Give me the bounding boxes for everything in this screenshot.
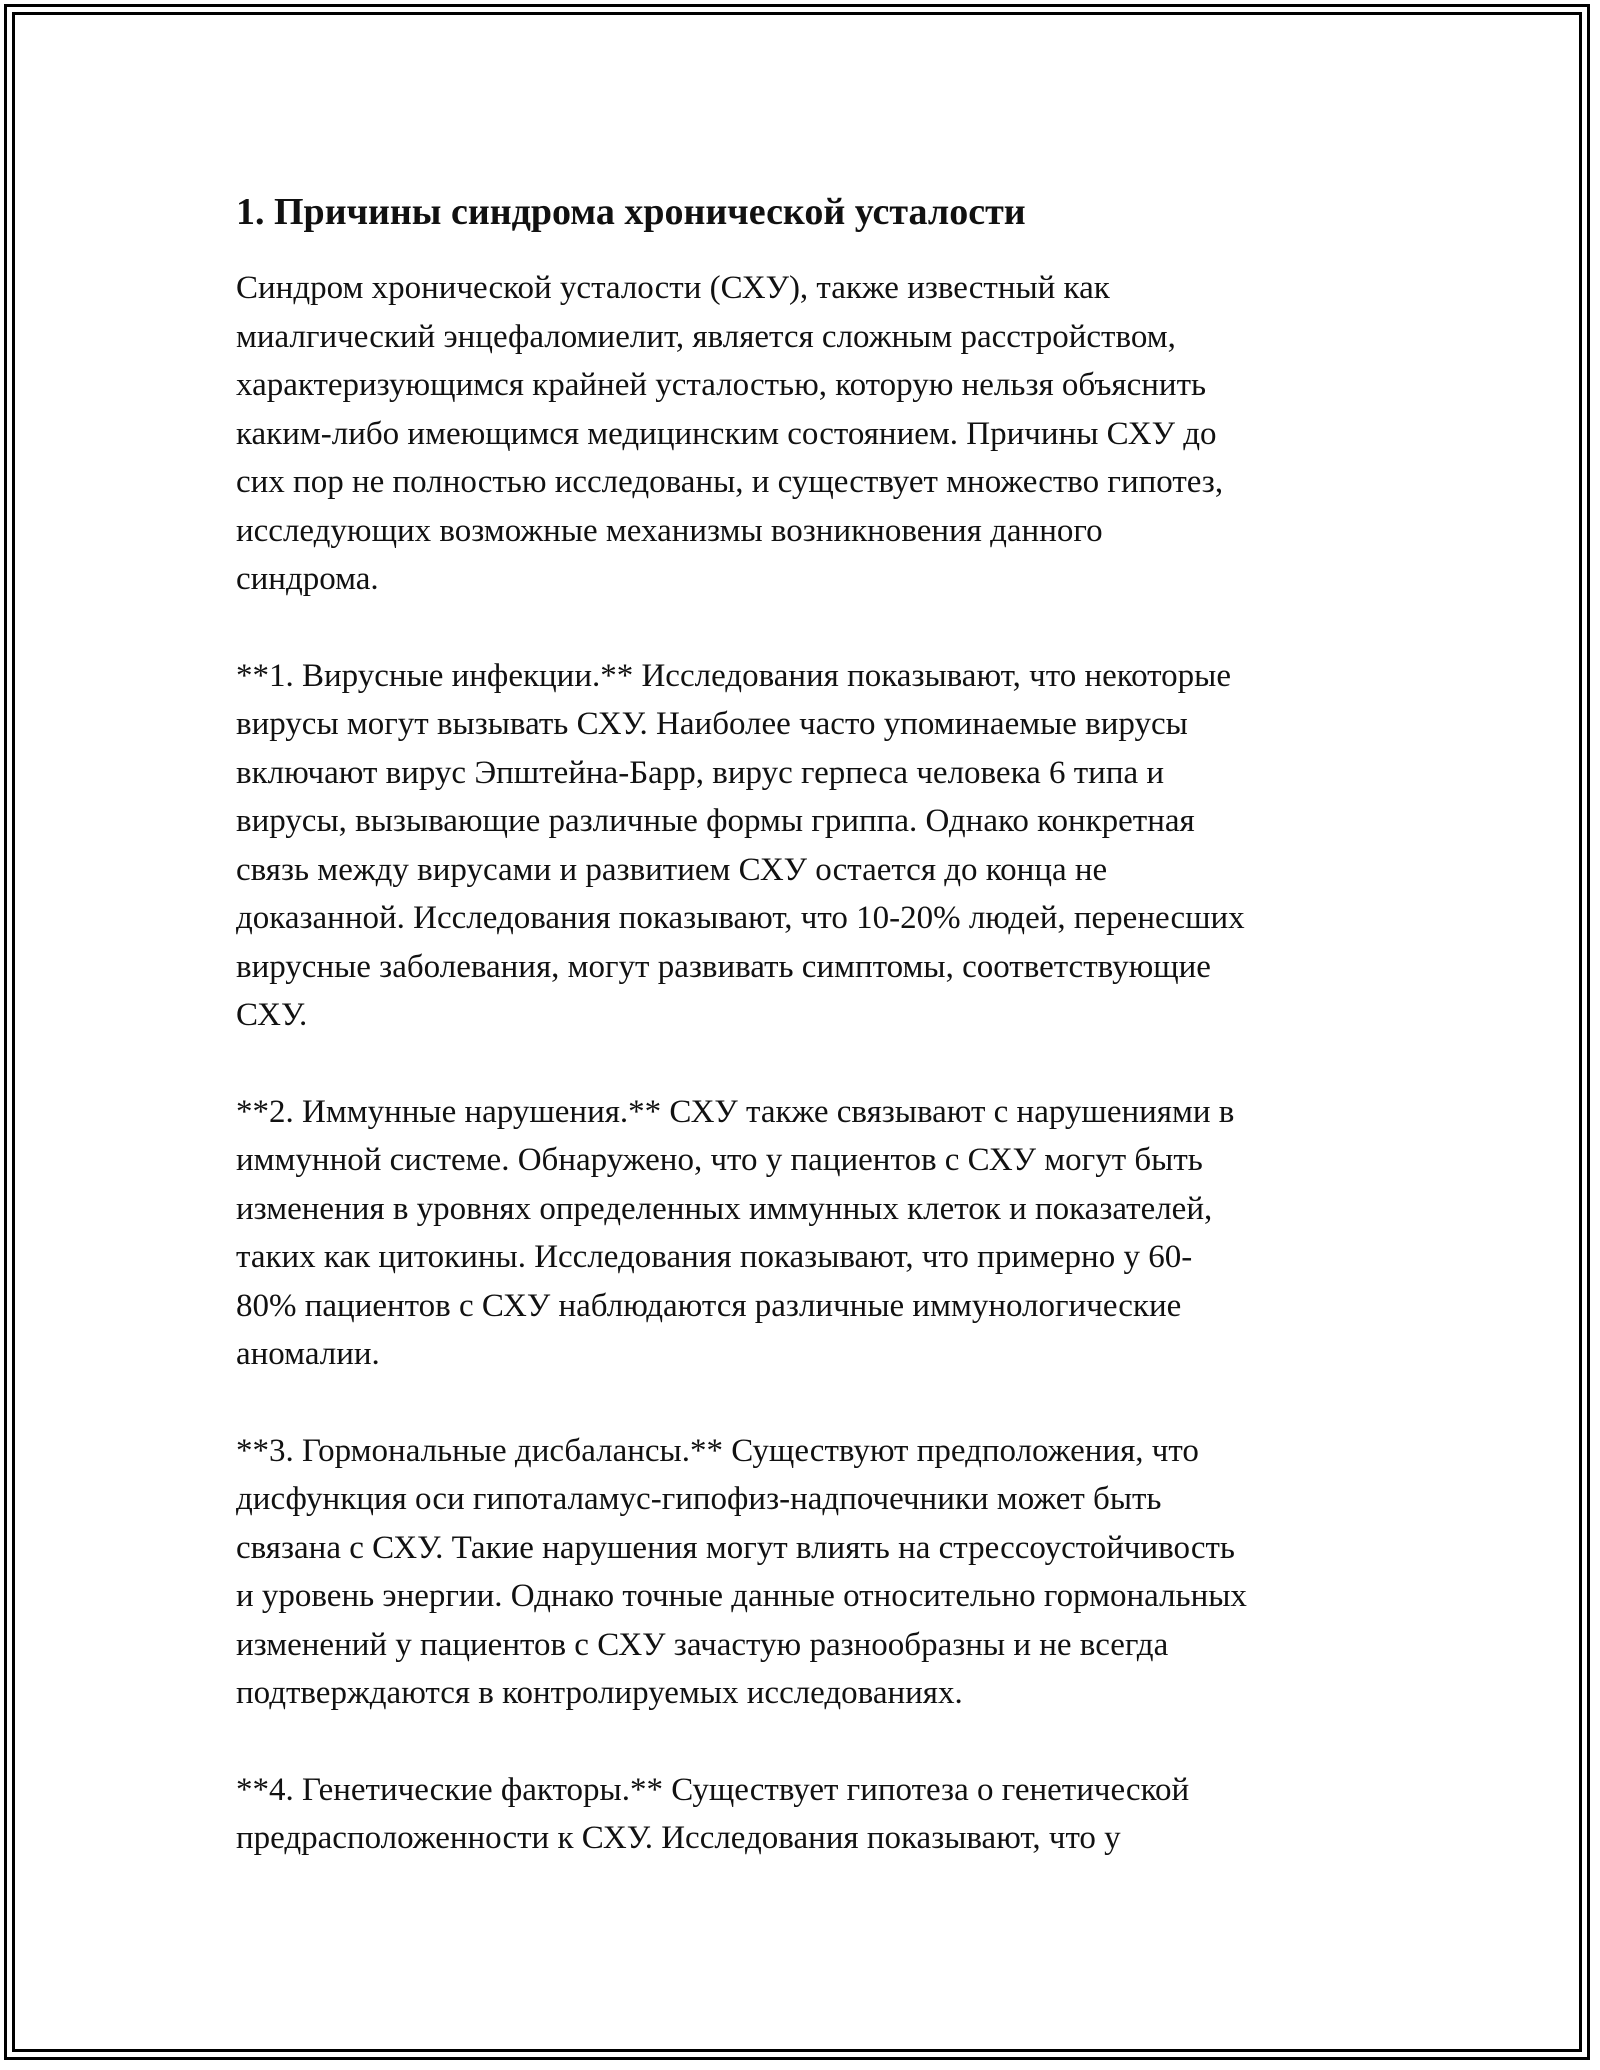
- document-body: [236, 188, 1366, 1911]
- genetic-factors-paragraph: **4. Генетические факторы.** Существует гипотеза о генетической предрасположенности к СХУ. Исследования показывают, что у: [236, 1771, 1190, 1856]
- viral-infections-paragraph: **1. Вирусные инфекции.** Исследования показывают, что некоторые вирусы могут вызывать СХУ. Наиболее часто упоминаемые вирусы включают вирус Эпштейна-Барр, вирус герпеса человека 6 типа и вирусы, вызывающие различные формы гриппа. Однако конкретная связь между вирусами и развитием СХУ остается до конца не доказанной. Исследования показывают, что 10-20% людей, перенесших вирусные заболевания, могут развивать симптомы, соответствующие СХУ.: [236, 657, 1245, 1033]
- intro-paragraph: Синдром хронической усталости (СХУ), также известный как миалгический энцефаломиелит, является сложным расстройством, характеризующимся крайней усталостью, которую нельзя объяснить каким-либо имеющимся медицинским состоянием. Причины СХУ до сих пор не полностью исследованы, и существует множество гипотез, исследующих возможные механизмы возникновения данного синдрома.: [236, 270, 1224, 597]
- section-title: 1. Причины синдрома хронической усталости: [236, 191, 1026, 233]
- hormonal-imbalances-paragraph: **3. Гормональные дисбалансы.** Существуют предположения, что дисфункция оси гипоталамус-гипофиз-надпочечники может быть связана с СХУ. Такие нарушения могут влиять на стрессоустойчивость и уровень энергии. Однако точные данные относительно гормональных изменений у пациентов с СХУ зачастую разнообразны и не всегда подтверждаются в контролируемых исследованиях.: [236, 1432, 1247, 1711]
- immune-disorders-paragraph: **2. Иммунные нарушения.** СХУ также связывают с нарушениями в иммунной системе. Обнаружено, что у пациентов с СХУ могут быть изменения в уровнях определенных иммунных клеток и показателей, таких как цитокины. Исследования показывают, что примерно у 60- 80% пациентов с СХУ наблюдаются различные иммунологические аномалии.: [236, 1093, 1235, 1372]
